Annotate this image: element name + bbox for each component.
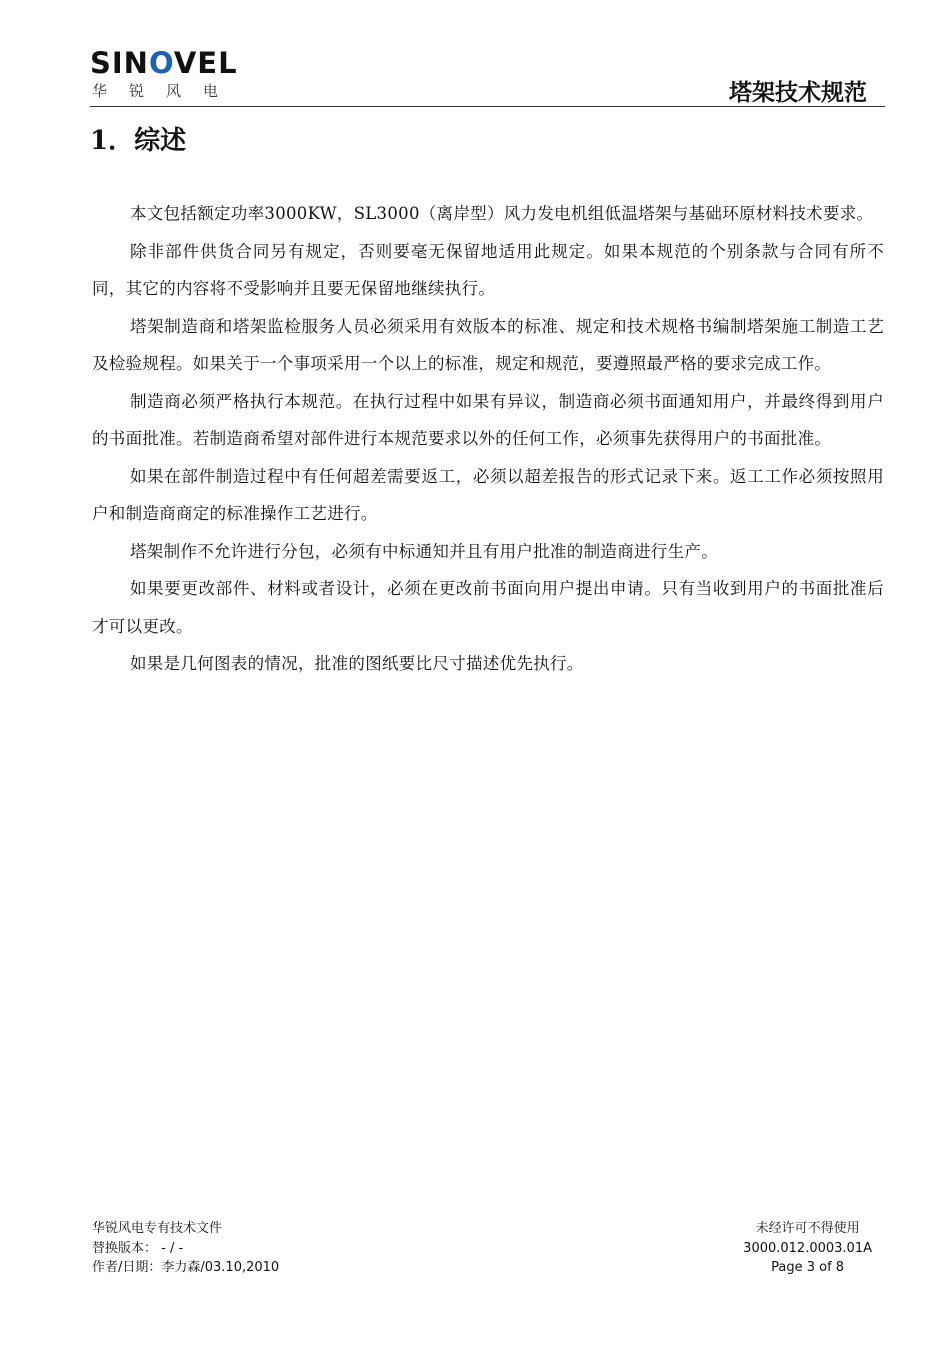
document-title: 塔架技术规范 <box>729 80 867 106</box>
footer-page-number: Page 3 of 8 <box>771 1260 845 1275</box>
logo-o-mark: O <box>148 46 174 80</box>
paragraph: 如果是几何图表的情况，批准的图纸要比尺寸描述优先执行。 <box>130 654 584 673</box>
footer-doc-type: 华锐风电专有技术文件 <box>92 1221 223 1236</box>
paragraph: 除非部件供货合同另有规定，否则要毫无保留地适用此规定。如果本规范的个别条款与合同有所不同，其它的内容将不受影响并且要无保留地继续执行。 <box>92 241 884 298</box>
logo-wordmark: SINOVEL <box>90 46 238 80</box>
footer-author-date: 作者/日期：李力森/03.10,2010 <box>92 1260 280 1275</box>
logo-subtitle: 华锐风电 <box>92 82 241 100</box>
footer-replaced-version: 替换版本： - / - <box>92 1240 184 1256</box>
paragraph: 如果要更改部件、材料或者设计，必须在更改前书面向用户提出申请。只有当收到用户的书面批准后才可以更改。 <box>92 579 884 636</box>
page-header <box>90 44 885 108</box>
paragraph: 制造商必须严格执行本规范。在执行过程中如果有异议，制造商必须书面通知用户，并最终得到用户的书面批准。若制造商希望对部件进行本规范要求以外的任何工作，必须事先获得用户的书面批准。 <box>92 391 884 448</box>
sinovel-logo <box>90 44 260 102</box>
footer-right <box>743 1219 872 1278</box>
section-heading: 1．综述 <box>90 126 187 156</box>
header-divider <box>90 106 885 107</box>
paragraph: 塔架制造商和塔架监检服务人员必须采用有效版本的标准、规定和技术规格书编制塔架施工制造工艺及检验规程。如果关于一个事项采用一个以上的标准，规定和规范，要遵照最严格的要求完成工作。 <box>92 316 884 373</box>
footer-left <box>92 1219 279 1278</box>
document-body <box>92 195 884 683</box>
footer-doc-number: 3000.012.0003.01A <box>743 1240 872 1256</box>
paragraph: 本文包括额定功率3000KW，SL3000（离岸型）风力发电机组低温塔架与基础环原材料技术要求。 <box>130 204 874 223</box>
page-footer <box>92 1219 872 1279</box>
paragraph: 如果在部件制造过程中有任何超差需要返工，必须以超差报告的形式记录下来。返工工作必须按照用户和制造商商定的标准操作工艺进行。 <box>92 466 884 523</box>
paragraph: 塔架制作不允许进行分包，必须有中标通知并且有用户批准的制造商进行生产。 <box>130 541 718 561</box>
footer-usage-notice: 未经许可不得使用 <box>755 1221 860 1236</box>
